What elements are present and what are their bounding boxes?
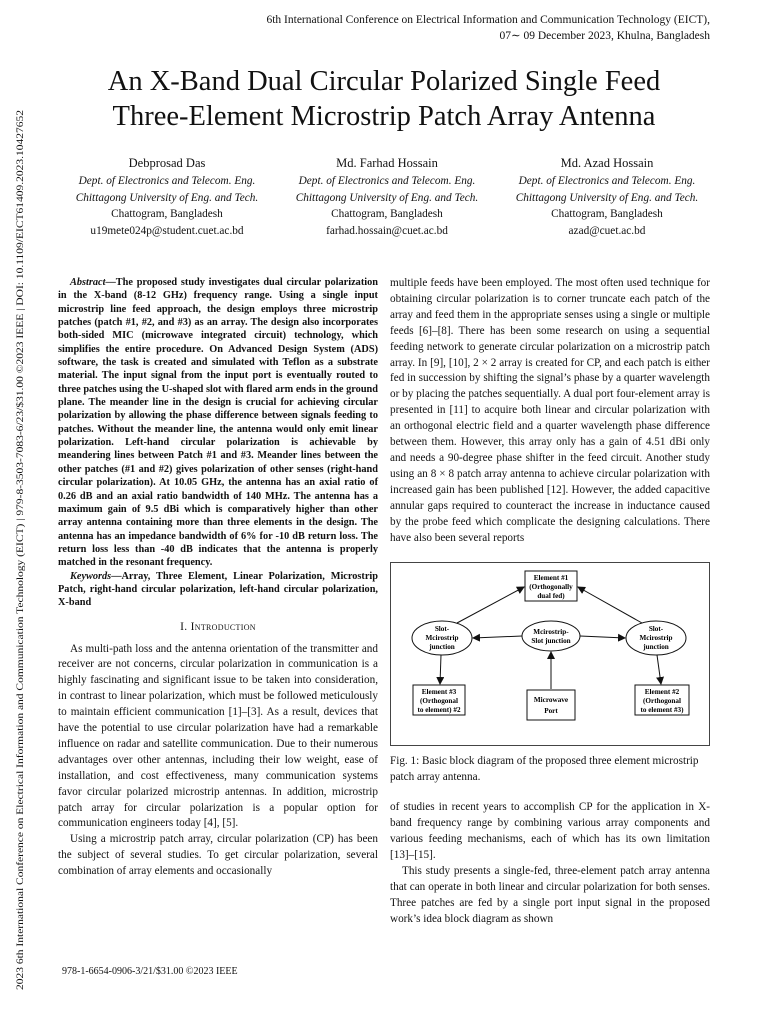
conference-line-2: 07∼ 09 December 2023, Khulna, Bangladesh bbox=[499, 30, 710, 42]
arrow-left-junction-to-element-1 bbox=[457, 587, 524, 623]
left-junction-line-1: Slot- bbox=[434, 625, 450, 634]
port-line-2: Port bbox=[544, 707, 558, 716]
author-email: farhad.hossain@cuet.ac.bd bbox=[326, 224, 448, 237]
author-name: Md. Azad Hossain bbox=[560, 156, 654, 170]
author-place: Chattogram, Bangladesh bbox=[331, 208, 443, 220]
author-name: Debprosad Das bbox=[128, 156, 206, 170]
keywords bbox=[58, 570, 378, 610]
side-doi-strip bbox=[4, 105, 34, 990]
copyright-footer: 978-1-6654-0906-3/21/$31.00 ©2023 IEEE bbox=[62, 966, 238, 977]
intro-paragraph-1: As multi-path loss and the antenna orientation of the transmitter and receiver are not concerns, circular polarization in communication is a highly fascinating and significant issue to be taken into consideration, in contrast to linear polarization, which must be followed meticulously to maintain efficient communication [1]–[3]. As a result, devices that have the potential to use circular polarization have had a remarkable influence on radar and satellite communication. Due to their numerous advantages over other antennas, including their low weight, ease of installation, and cost effectiveness, many communication systems favor circular polarized microstrip antennas. In addition, microstrip patch array for circular polarization is a popular option for communication engineers today [4], [5]. bbox=[58, 642, 378, 830]
author-dept: Dept. of Electronics and Telecom. Eng. bbox=[78, 175, 256, 187]
arrow-center-to-left-junction bbox=[473, 636, 522, 638]
paper-title bbox=[60, 64, 708, 134]
right-column bbox=[390, 276, 710, 927]
title-line-2: Three-Element Microstrip Patch Array Antenna bbox=[112, 101, 656, 132]
right-junction-line-2: Mcirostrip bbox=[639, 634, 673, 643]
left-junction-line-3: junction bbox=[429, 643, 455, 652]
left-junction-line-2: Mcirostrip bbox=[425, 634, 459, 643]
abstract-label: Abstract bbox=[70, 277, 106, 288]
author-univ: Chittagong University of Eng. and Tech. bbox=[515, 191, 699, 204]
figure-block-diagram bbox=[390, 562, 710, 746]
section-title: Introduction bbox=[190, 620, 256, 633]
keywords-label: Keywords bbox=[70, 570, 112, 582]
author-place: Chattogram, Bangladesh bbox=[551, 208, 663, 220]
element-2-line-1: Element #2 bbox=[644, 688, 680, 697]
side-doi-text: 2023 6th International Conference on Electrical Information and Communication Technology (EICT) | 979-8-3503-7083-6/23/$31.00 ©2023 IEEE | DOI: 10.1109/EICT61409.2023.10427652 bbox=[15, 293, 25, 990]
intro-paragraph-2: Using a microstrip patch array, circular polarization (CP) has been the subject of several studies. To get circular polarization, several combination of array elements and occasionally bbox=[58, 833, 378, 878]
author-dept: Dept. of Electronics and Telecom. Eng. bbox=[518, 175, 696, 187]
author-dept: Dept. of Electronics and Telecom. Eng. bbox=[298, 175, 476, 187]
figure-caption: Fig. 1: Basic block diagram of the proposed three element microstrip patch array antenna. bbox=[390, 755, 699, 784]
title-line-1: An X-Band Dual Circular Polarized Single Feed bbox=[107, 66, 661, 97]
abstract-text: —The proposed study investigates dual circular polarization in the X-band (8-12 GHz) frequency range. Using a single input microstrip line feed approach, the design employs three microstrip patches (patch #1, #2, and #3) as an array. The design also incorporates both-sided MIC (microwave integrated circuit) technology, which simplifies the entire procedure. On Advanced Design System (ADS) software, the task is created and simulated with Teflon as a substrate material. The input signal from the input port is eventually routed to three patches using the U-shaped slot with flared arm ends in the ground plane. The meander line in the design is crucial for achieving circular polarization by allowing the phase difference between signals feeding to patches. Without the meander line, the antenna would only emit linear polarization. Left-hand circular polarization is achievable by meandering lines between Patch #1 and #3. Meander lines between the other patches (#1 and #2) gives polarization of other senses (right-hand circular polarization). At 10.05 GHz, the antenna has an axial ratio of 0.26 dB and an axial ratio bandwidth of 140 MHz. The antenna has a maximum gain of 9.5 dBi which is comparatively higher than other array antenna containing more than three elements in the design. The antenna has an impedance bandwidth of 6% for -10 dB return loss. The return loss less than -40 dB indicates that the antenna is properly matched in the resonant frequency. bbox=[58, 277, 378, 569]
port-line-1: Microwave bbox=[533, 696, 569, 705]
keywords-text: —Array, Three Element, Linear Polarization, Microstrip Patch, right-hand circular polarization, left-hand circular polarization, X-band bbox=[58, 570, 378, 609]
center-junction-line-1: Mcirostrip- bbox=[533, 628, 569, 637]
arrow-left-junction-to-element-3 bbox=[440, 655, 441, 684]
element-1-line-1: Element #1 bbox=[533, 574, 569, 583]
element-2-line-2: (Orthogonal bbox=[643, 697, 681, 706]
arrow-right-junction-to-element-1 bbox=[578, 587, 642, 623]
conference-header bbox=[190, 12, 710, 44]
abstract bbox=[58, 276, 378, 570]
arrow-center-to-right-junction bbox=[580, 636, 625, 638]
author-email: azad@cuet.ac.bd bbox=[568, 224, 646, 237]
author-place: Chattogram, Bangladesh bbox=[111, 208, 223, 220]
center-junction-line-2: Slot junction bbox=[531, 637, 571, 646]
section-heading-introduction bbox=[58, 620, 378, 636]
right-junction-line-1: Slot- bbox=[648, 625, 664, 634]
author-univ: Chittagong University of Eng. and Tech. bbox=[75, 191, 259, 204]
right-paragraph-3: This study presents a single-fed, three-element patch array antenna that can operate in both linear and circular polarization for both senses. Three patches are fed by a single port input signal in the proposed work’s idea block diagram as shown bbox=[390, 864, 710, 925]
element-1-line-2: (Orthogonally bbox=[529, 583, 573, 592]
element-1-line-3: dual fed) bbox=[537, 592, 565, 601]
author-block bbox=[60, 154, 714, 239]
right-paragraph-2: of studies in recent years to accomplish CP for the application in X-band frequency range by combining various array components and various feeding mechanisms, each of which has its own limitation [13]–[15]. bbox=[390, 801, 710, 861]
right-paragraph-1: multiple feeds have been employed. The most often used technique for obtaining circular polarization is to corner truncate each patch of the array and feed them in the appropriate senses using a single or multiple feeds [6]–[8]. There has been some research on using a sequential feeding network to generate circular polarization on a microstrip patch array. In [9], [10], 2 × 2 array is created for CP, and each patch is either fed in succession by shifting the signal’s phase by a quarter wavelength or by placing the patches sequentially. A dual port four-element array is presented in [11] to acquire both linear and circular polarization with an orthogonal electric field and a quarter wavelength phase difference between them. However, this array only has a gain of 4.51 dBi only and needs a 90-degree phase shifter in the feed circuit. Another study using an 8 × 8 patch array antenna to achieve circular polarization with increased gain has been published [12]. However, the added capacitive annular gaps required to counteract the increase in inductance caused by the probe feed which complicate the designing calculations. There have also been several reports bbox=[390, 277, 710, 544]
author-email: u19mete024p@student.cuet.ac.bd bbox=[90, 224, 244, 237]
element-3-line-2: (Orthogonal bbox=[420, 697, 458, 706]
section-numeral: I. bbox=[180, 620, 188, 633]
author-1 bbox=[60, 154, 274, 239]
conference-line-1: 6th International Conference on Electrical Information and Communication Technology (EICT), bbox=[266, 14, 710, 26]
author-name: Md. Farhad Hossain bbox=[336, 156, 438, 170]
element-2-line-3: to element #3) bbox=[640, 706, 684, 715]
author-univ: Chittagong University of Eng. and Tech. bbox=[295, 191, 479, 204]
element-3-line-1: Element #3 bbox=[421, 688, 457, 697]
right-junction-line-3: junction bbox=[643, 643, 669, 652]
author-3 bbox=[500, 154, 714, 239]
center-junction-ellipse bbox=[522, 621, 580, 651]
arrow-right-junction-to-element-2 bbox=[657, 655, 661, 684]
left-column bbox=[58, 276, 378, 880]
author-2 bbox=[280, 154, 494, 239]
element-3-line-3: to element) #2 bbox=[417, 706, 461, 715]
microwave-port-box bbox=[527, 690, 575, 720]
